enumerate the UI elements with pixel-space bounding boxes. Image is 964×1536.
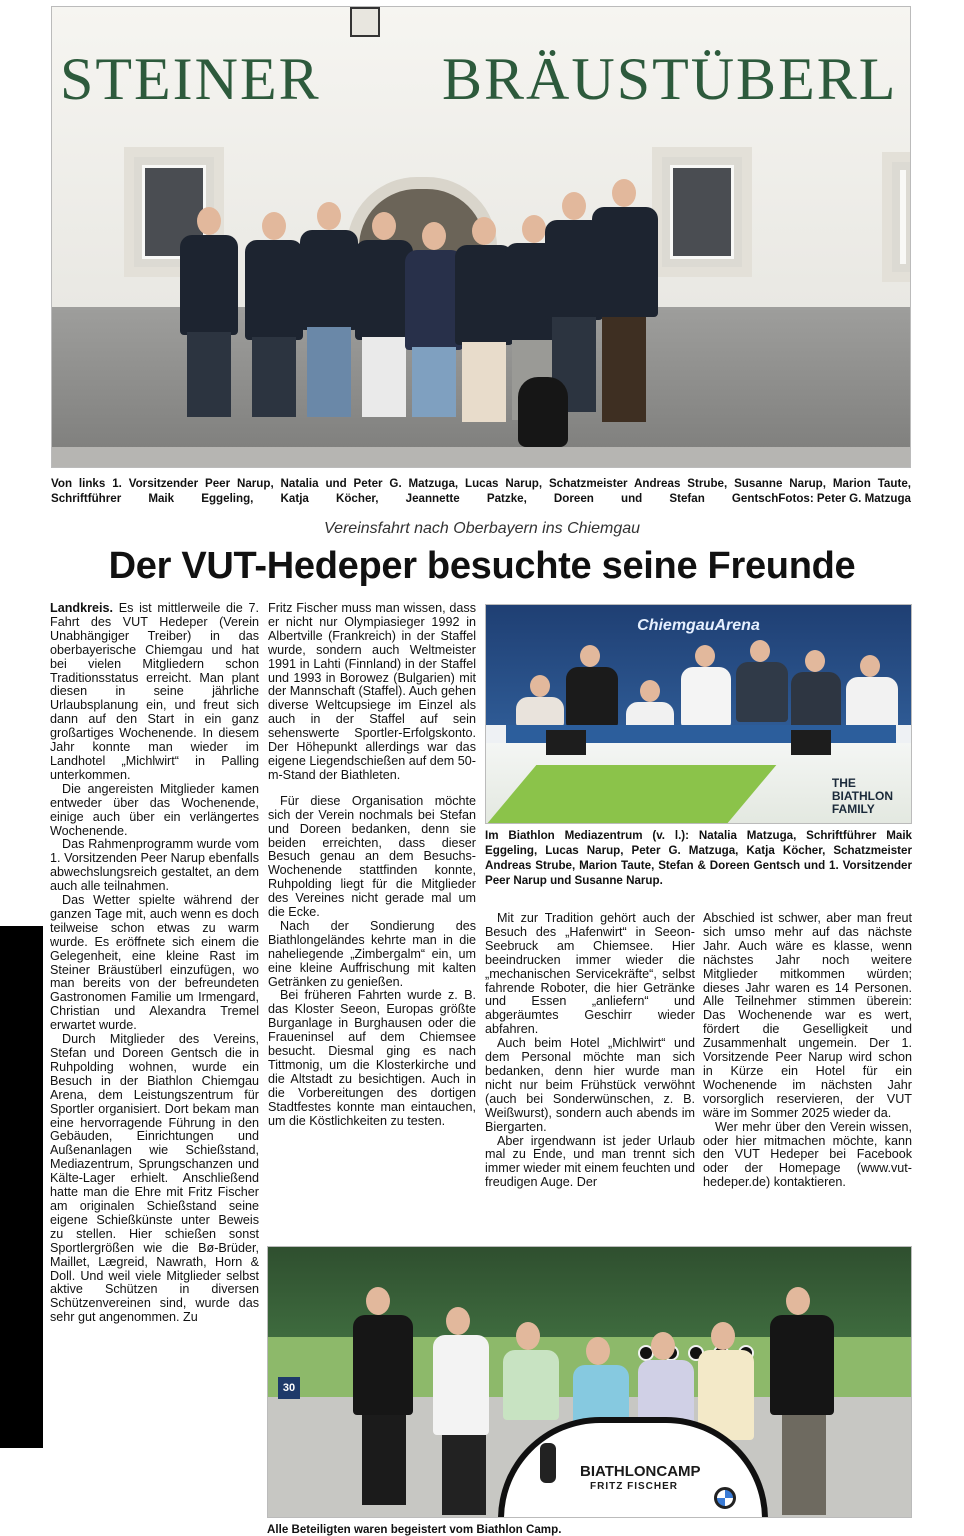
article-kicker: Vereinsfahrt nach Oberbayern ins Chiemgau [323, 520, 641, 537]
caption-photo1 [51, 476, 911, 506]
banner-subtitle: FRITZ FISCHER [590, 1481, 678, 1492]
biathlon-camp-photo [267, 1246, 912, 1518]
photo-credit: Fotos: Peter G. Matzuga [778, 492, 911, 505]
col3-paragraph-2: Auch beim Hotel „Michlwirt“ und dem Personal möchte man sich bedanken, denn hier wurde man nicht nur beim Frühstück verwöhnt (auch bei Sonderwünschen, z. B. Weißwurst), sondern auch abends im Biergarten. [485, 1036, 695, 1134]
monitor-left [546, 730, 586, 755]
monitor-right [791, 730, 831, 755]
col4-paragraph-2: Wer mehr über den Verein wissen, oder hier mitmachen möchte, kann den VUT Hedeper bei Facebook oder der Homepage (www.vut-hedeper.de) kontaktieren. [703, 1119, 912, 1190]
col3-paragraph-1: Mit zur Tradition gehört auch der Besuch des „Hafenwirt“ in Seeon-Seebruck am Chiemsee. Hier beeindrucken immer wieder die „mechanischen Servicekräfte“, selbst fahrende Roboter, die hier Getränke und Essen „anliefern“ und abgeräumtes Geschirr wieder abfahren. [485, 911, 695, 1037]
bmw-logo-icon [714, 1487, 736, 1509]
article-column-2 [268, 602, 476, 1129]
col1-paragraph-1: Es ist mittlerweile die 7. Fahrt des VUT Hedeper (Verein Unabhängiger Treiber) in das oberbayerische Chiemgau und hat bei vielen Mitgliedern schon Traditionsstatus erreicht. Man plant diesen in seine jährliche Urlaubsplanung ein, und freut sich dann auf den Start in ein ganz großartiges Wochenende. In diesem Jahr konnte man wieder im Landhotel „Michlwirt“ in Palling unterkommen. [50, 601, 260, 782]
sign-steiner: STEINER [60, 46, 321, 112]
scan-edge-bar [0, 926, 43, 1448]
article-column-1 [50, 602, 259, 1325]
tbf-line-1: THE [831, 776, 856, 790]
col2-paragraph-4: Bei früheren Fahrten wurde z. B. das Kloster Seeon, Europas größte Burganlage in Burghausen oder die Fraueninsel auf dem Chiemsee besucht. Diesmal ging es nach Tittmonig, um die Klosterkirche und die Altstadt zu besichtigen. Auch in die Vorbereitungen des dortigen Stadtfestes konnte man eintauchen, um die Köstlichkeiten zu testen. [268, 988, 476, 1128]
col2-paragraph-2: Für diese Organisation möchte sich der Verein nochmals bei Stefan und Doreen bedanken, denn sie beiden erreichten, dass dieser Besuch genau an dem Besuchs-Wochenende stattfinden konnte, Ruhpolding liegt für die Mitglieder des Vereines nicht gerade mal um die Ecke. [268, 793, 476, 920]
dog [518, 377, 568, 447]
lane-number: 30 [278, 1377, 300, 1399]
sign-braeustueberl: BRÄUSTÜBERL [442, 46, 898, 112]
media-center-photo [485, 604, 912, 824]
col2-paragraph-1: Fritz Fischer muss man wissen, dass er nicht nur Olympiasieger 1992 in Albertville (Frankreich) in der Staffel wurde, sondern auch Weltmeister 1991 in Lahti (Finnland) in der Staffel und 1993 in Borowez (Bulgarien) mit der Mannschaft (Staffel). Auch gehen diverse Weltcupsiege im Einzel als auch in der Staffel auf sein sehenswerte Sportler-Erfolgskonto. Der Höhepunkt allerdings war das eigene Liegendschießen auf dem 50-m-Stand der Biathleten. [268, 601, 476, 782]
green-stripe [486, 765, 776, 824]
col3-paragraph-3: Aber irgendwann ist jeder Urlaub mal zu Ende, und man trennt sich immer wieder mit einem feuchten und freudigen Auge. Der [485, 1133, 695, 1190]
biathlete-icon [540, 1443, 556, 1483]
col4-paragraph-1: Abschied ist schwer, aber man freut sich umso mehr auf das nächste Jahr. Auch wäre es klasse, wenn nächstes Jahr noch weitere Mitglieder mitkommen würden; dieses Jahr waren es 14 Personen. Alle Teilnehmer stimmen überein: Das Wochenende war es wert, fördert die Geselligkeit und Zusammenhalt ungemein. Der 1. Vorsitzende Peer Narup wird schon in Kürze ein Hotel für ein Wochenende im nächsten Jahr vorsorglich reservieren, der VUT wäre im Sommer 2025 wieder da. [703, 911, 912, 1120]
window-right [652, 147, 752, 277]
tbf-line-2: BIATHLON [831, 789, 893, 803]
lantern-icon [350, 7, 380, 37]
caption-photo3: Alle Beteiligten waren begeistert vom Biathlon Camp. [267, 1523, 562, 1536]
article-column-3 [485, 912, 695, 1190]
arena-logo: ChiemgauArena [637, 617, 760, 634]
tbf-line-3: FAMILY [831, 802, 875, 816]
caption-photo2: Im Biathlon Mediazentrum (v. l.): Natalia Matzuga, Schriftführer Maik Eggeling, Lucas Narup, Peter G. Matzuga, Katja Köcher, Schatzmeister Andreas Strube, Marion Taute, Stefan & Doreen Gentsch und 1. Vorsitzender Peer Narup und Susanne Narup. [485, 829, 912, 887]
article-column-4 [703, 912, 912, 1190]
window-far-right [882, 152, 911, 282]
col1-paragraph-5: Durch Mitglieder des Vereins, Stefan und Doreen Gentsch die in Ruhpolding wohnen, wurde ein Besuch in der Biathlon Chiemgau Arena, dem Leistungszentrum für Sportler organisiert. Dort bekam man eine hervorragende Führung in den Gebäuden, Einrichtungen und Außenanlagen wie Schießstand, Mediazentrum, Sprungschanzen und Kälte-Lager erhielt. Anschließend hatte man die Ehre mit Fritz Fischer am originalen Schießstand seine eigene Schießkünste unter Beweis zu stellen. Hier schießen sonst Sportlergrößen wie die Bø-Brüder, Maillet, Lægreid, Nawrath, Horn & Doll. Und weil viele Mitglieder selbst aktive Schützen in diversen Schützenvereinen sind, wurde das sehr gut angenommen. Zu [50, 1032, 259, 1325]
group-photo-braeustueberl [51, 6, 911, 468]
col2-paragraph-3: Nach der Sondierung des Biathlongeländes kehrte man in die naheliegende „Zimbergalm“ ein, um eine kleine Auffrischung mit kalten Getränken zu genießen. [268, 918, 476, 989]
banner-title: BIATHLONCAMP [580, 1463, 701, 1480]
curb [52, 447, 910, 468]
col1-paragraph-3: Das Rahmenprogramm wurde vom 1. Vorsitzenden Peer Narup ebenfalls abwechslungsreich gestaltet, an dem auch alle teilnahmen. [50, 837, 259, 894]
col1-paragraph-2: Die angereisten Mitglieder kamen entweder über das Wochenende, einige auch über ein verlängertes Wochenende. [50, 781, 259, 838]
dateline: Landkreis. [50, 601, 113, 615]
caption-photo1-text: Von links 1. Vorsitzender Peer Narup, Natalia und Peter G. Matzuga, Lucas Narup, Schatzmeister Andreas Strube, Susanne Narup, Marion Taute, Schriftführer Maik Eggeling, Katja Köcher, Jeannette Patzke, Doreen und Stefan Gentsch [51, 477, 911, 505]
article-headline: Der VUT-Hedeper besuchte seine Freunde [108, 545, 856, 587]
col1-paragraph-4: Das Wetter spielte während der ganzen Tage mit, auch wenn es doch teilweise schon etwas zu warm wurde. Es eröffnete sich einem die Gelegenheit, eine kleine Rast im Steiner Bräustüberl einzufügen, wo man bereits von der befreundeten Gastronomen Familie um Irmengard, Christian und Alexandra Tremel erwartet wurde. [50, 893, 259, 1033]
biathlon-family-logo [832, 777, 893, 816]
